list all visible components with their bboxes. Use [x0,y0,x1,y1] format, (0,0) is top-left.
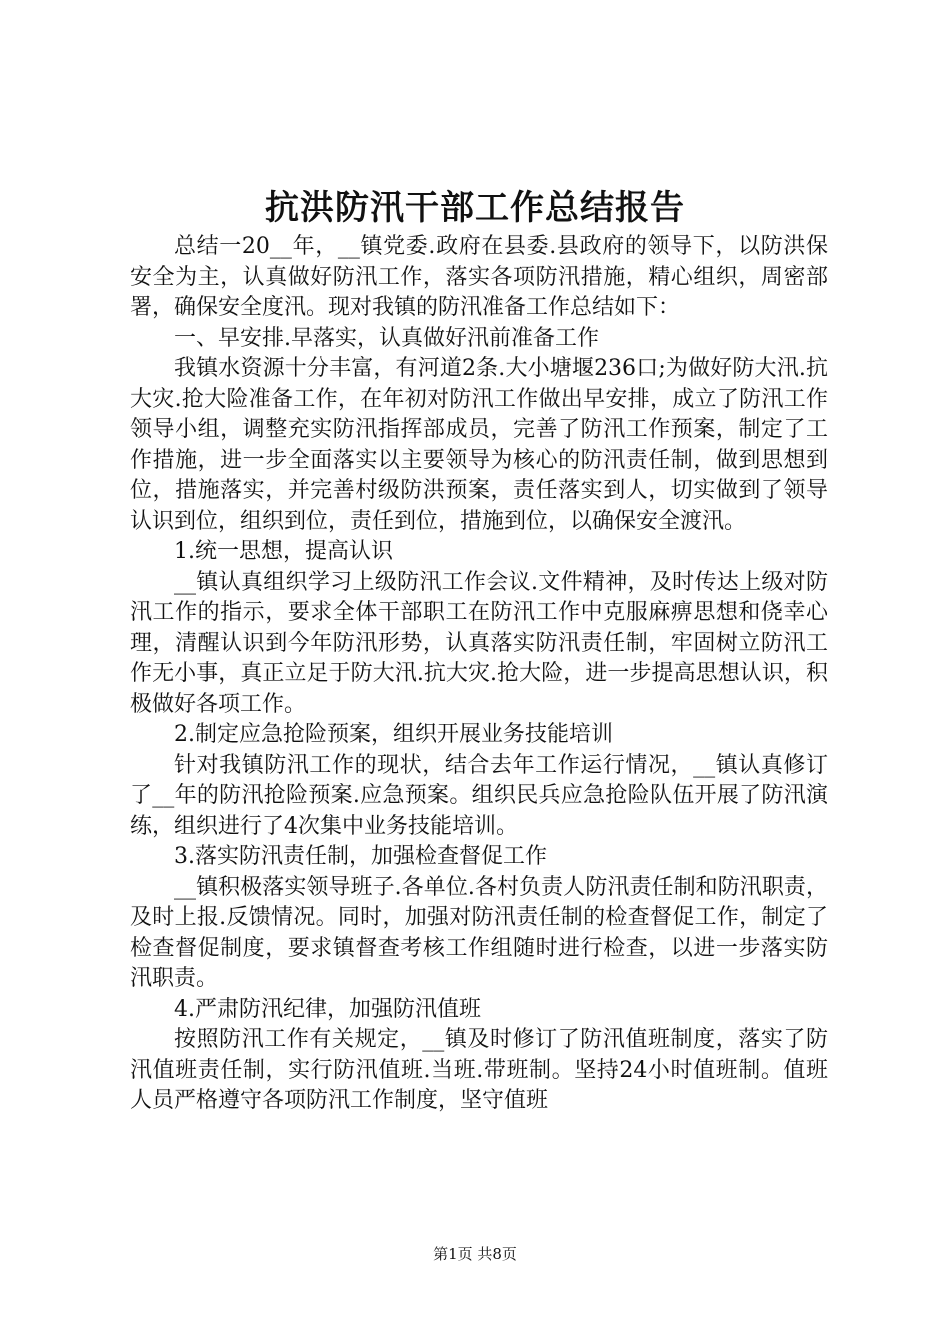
subheading-4: 4.严肃防汛纪律，加强防汛值班 [174,996,481,1022]
paragraph-section-1: 我镇水资源十分丰富，有河道2条.大小塘堰236口;为做好防大汛.抗大灾.抢大险准备工作，在年初对防汛工作做出早安排，成立了防汛工作领导小组，调整充实防汛指挥部成员，完善了防汛工作预案，制定了工作措施，进一步全面落实以主要领导为核心的防汛责任制，做到思想到位，措施落实，并完善村级防洪预案，责任落实到人，切实做到了领导认识到位，组织到位，责任到位，措施到位，以确保安全渡汛。 [130,356,828,534]
document-title: 抗洪防汛干部工作总结报告 [265,188,685,228]
page-number: 第1页 共8页 [433,1245,517,1263]
paragraph-sub-3: __镇积极落实领导班子.各单位.各村负责人防汛责任制和防汛职责，及时上报.反馈情况。同时，加强对防汛责任制的检查督促工作，制定了检查督促制度，要求镇督查考核工作组随时进行检查，以进一步落实防汛职责。 [130,874,828,991]
paragraph-sub-2: 针对我镇防汛工作的现状，结合去年工作运行情况，__镇认真修订了__年的防汛抢险预案.应急预案。组织民兵应急抢险队伍开展了防汛演练，组织进行了4次集中业务技能培训。 [130,752,828,839]
section-heading-1: 一、早安排.早落实，认真做好汛前准备工作 [174,325,599,351]
subheading-3: 3.落实防汛责任制，加强检查督促工作 [174,844,547,869]
document-body [130,232,828,1117]
subheading-1: 1.统一思想，提高认识 [174,539,393,564]
paragraph-sub-4: 按照防汛工作有关规定，__镇及时修订了防汛值班制度，落实了防汛值班责任制，实行防汛值班.当班.带班制。坚持24小时值班制。值班人员严格遵守各项防汛工作制度，坚守值班 [130,1027,828,1113]
paragraph-sub-1: __镇认真组织学习上级防汛工作会议.文件精神，及时传达上级对防汛工作的指示，要求全体干部职工在防汛工作中克服麻痹思想和侥幸心理，清醒认识到今年防汛形势，认真落实防汛责任制，牢固树立防汛工作无小事，真正立足于防大汛.抗大灾.抢大险，进一步提高思想认识，积极做好各项工作。 [130,569,828,717]
subheading-2: 2.制定应急抢险预案，组织开展业务技能培训 [174,722,613,747]
paragraph-intro: 总结一20__年，__镇党委.政府在县委.县政府的领导下，以防洪保安全为主，认真做好防汛工作，落实各项防汛措施，精心组织，周密部署，确保安全度汛。现对我镇的防汛准备工作总结如下： [130,234,828,320]
